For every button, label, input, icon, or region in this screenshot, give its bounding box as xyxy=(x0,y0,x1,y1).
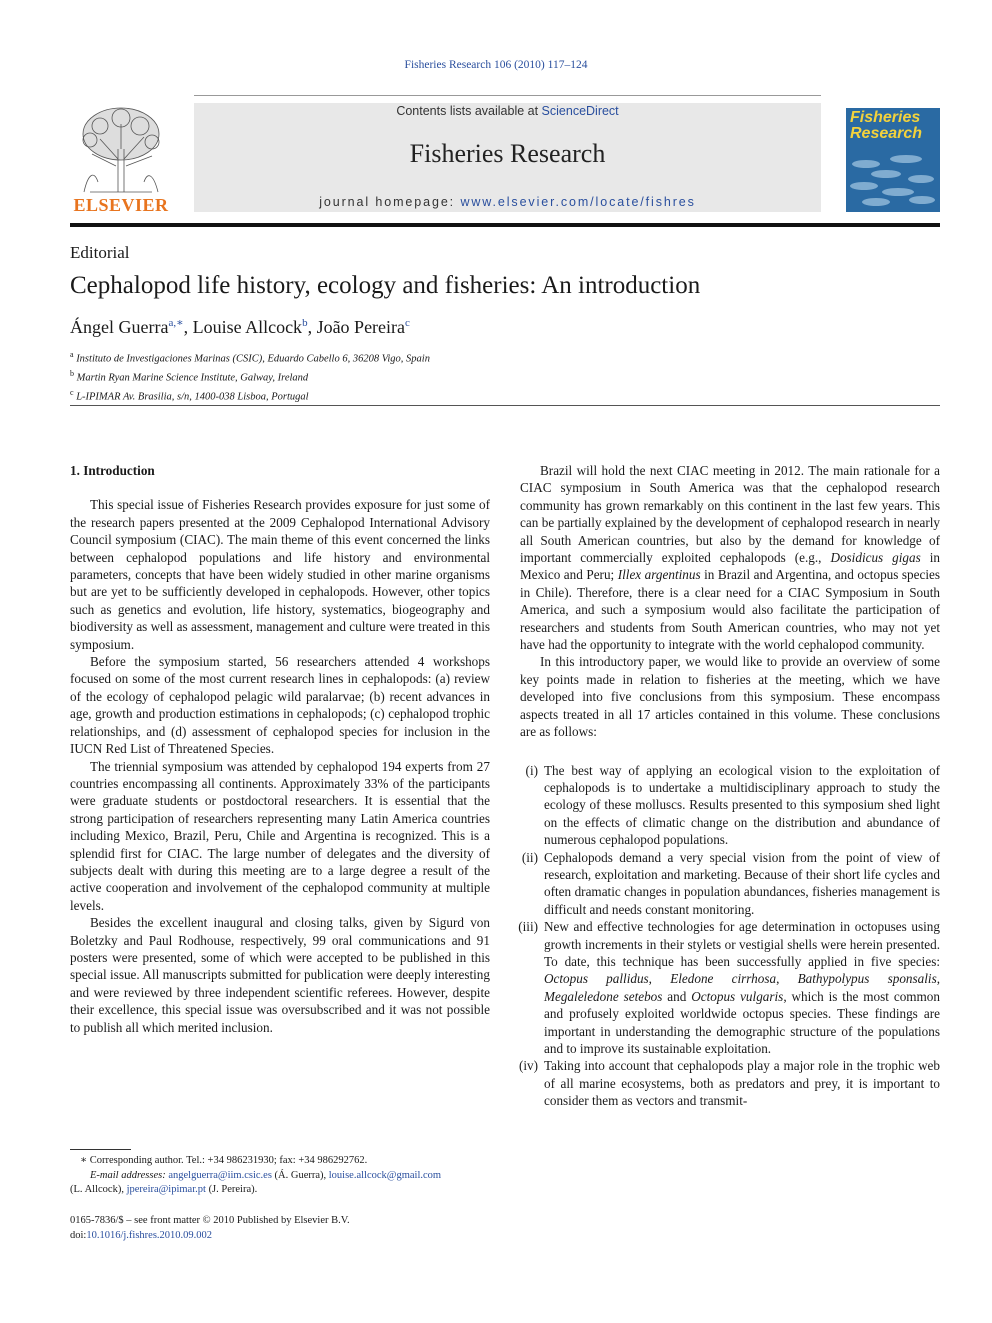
email-addresses-continued xyxy=(70,1183,490,1198)
species-name: Illex argentinus xyxy=(617,567,701,583)
author-list xyxy=(70,316,410,338)
cover-title-line1: Fisheries xyxy=(850,109,921,126)
article-type: Editorial xyxy=(70,243,130,262)
body-paragraph: Before the symposium started, 56 researchers attended 4 workshops focused on some of the most current research lines in cephalopods: (a) review of the ecology of cephalopod pelagic wild paralarvae; (b) recent advances in age, growth and production estimations in cephalopods; (c) cephalopod trophic relationships, and (d) assessment of cephalopod species for inclusion in the IUCN Red List of Threatened Species. xyxy=(70,654,490,757)
conclusion-item xyxy=(520,1057,940,1109)
article-title: Cephalopod life history, ecology and fisheries: An introduction xyxy=(70,272,701,299)
text-run: New and effective technologies for age determination in octopuses using growth increments in their stylets or vestigial shells were herein presented. To date, this technique has been successfully applied in five species: xyxy=(544,919,940,969)
corresponding-author-note: ∗ Corresponding author. Tel.: +34 986231930; fax: +34 986292762. xyxy=(80,1155,368,1166)
text-run: in Brazil and Argentina, and octopus species in Chile). Therefore, there is a clear need for a CIAC Symposium in South America, and such a symposium would also facilitate the participation of researchers and students from South American countries, who may not yet have had the opportunity to integrate with the world cephalopod community. xyxy=(520,567,940,653)
conclusion-item xyxy=(520,762,940,849)
email-label: E-mail addresses: xyxy=(90,1169,169,1181)
affiliation-item xyxy=(70,348,430,367)
body-paragraph: The triennial symposium was attended by cephalopod 194 experts from 27 countries encompassing all continents. Approximately 33% of the participants were graduate students or postdoctoral researchers. It is essential that the strong participation of researchers representing many Latin America countries including Mexico, Brazil, Peru, Chile and Argentina is recognized. This is a splendid first for CIAC. The large number of delegates and the diversity of subjects dealt with during this meeting are to a large degree a result of the active cooperation and involvement of the cephalopod community at multiple levels. xyxy=(70,758,490,913)
conclusion-text: The best way of applying an ecological vision to the exploitation of cephalopods is to undertake a multidisciplinary approach to study the ecology of these molluscs. Results presented to this symposium shed light on the effects of climatic change on the distribution and abundance of numerous cephalopod populations. xyxy=(544,762,940,848)
sciencedirect-link[interactable]: ScienceDirect xyxy=(541,104,619,118)
journal-name: Fisheries Research xyxy=(409,139,606,168)
section-heading: 1. Introduction xyxy=(70,463,155,478)
conclusions-list xyxy=(520,762,940,1110)
affiliation-marker: c xyxy=(70,388,74,397)
footnote-rule xyxy=(70,1149,131,1150)
journal-cover-thumbnail[interactable] xyxy=(846,94,940,212)
elsevier-wordmark: ELSEVIER xyxy=(73,195,169,215)
affiliation-text: Instituto de Investigaciones Marinas (CSIC), Eduardo Cabello 6, 36208 Vigo, Spain xyxy=(76,353,430,365)
conclusion-text: Taking into account that cephalopods play a major role in the trophic web of all marine ecosystems, both as predators and prey, it is important to consider them as vectors and transmit- xyxy=(544,1058,940,1109)
contents-line xyxy=(194,103,821,119)
body-paragraph: This special issue of Fisheries Research provides exposure for just some of the research papers presented at the 2009 Cephalopod International Advisory Council symposium (CIAC). The main theme of this event concerned the links between cephalopod populations and life history and environmental parameters, concepts that have been widely studied in other marine organisms but are yet to be sufficiently developed in cephalopods. However, other topics such as genetics and evolution, life history, systematics, biogeography and biodiversity as well as assessment, management and culture were treated in this symposium. xyxy=(70,497,490,652)
affiliation-marker: a xyxy=(70,350,74,359)
text-run: and xyxy=(662,988,692,1004)
doi-link[interactable]: 10.1016/j.fishres.2010.09.002 xyxy=(86,1230,213,1241)
journal-masthead xyxy=(194,103,821,212)
front-matter-divider xyxy=(70,405,940,406)
author-name[interactable]: Ángel Guerra xyxy=(70,317,169,337)
issn-line: 0165-7836/$ – see front matter © 2010 Published by Elsevier B.V. xyxy=(70,1215,350,1226)
list-number: (iii) xyxy=(518,919,538,935)
author-affiliation-marker[interactable]: a,∗ xyxy=(168,317,184,329)
species-name: Megaleledone setebos xyxy=(544,988,663,1004)
left-column xyxy=(70,462,490,1036)
email-owner: (L. Allcock), xyxy=(70,1184,127,1195)
species-name: Octopus pallidus xyxy=(544,971,649,987)
species-name: Eledone cirrhosa xyxy=(670,971,777,987)
affiliation-item xyxy=(70,386,430,405)
species-name: Octopus vulgaris xyxy=(691,988,784,1004)
contents-prefix: Contents lists available at xyxy=(396,104,542,118)
cover-title xyxy=(850,110,938,142)
author-separator: , xyxy=(307,317,317,337)
footnotes xyxy=(70,1154,490,1198)
list-number: (iv) xyxy=(518,1058,538,1074)
header-divider xyxy=(70,223,940,227)
author-name[interactable]: João Pereira xyxy=(316,317,406,337)
author-separator: , xyxy=(183,317,193,337)
author-affiliation-marker[interactable]: b xyxy=(302,317,308,329)
journal-homepage xyxy=(194,195,821,209)
text-run: , xyxy=(648,971,671,987)
email-link[interactable]: louise.allcock@gmail.com xyxy=(328,1169,442,1181)
page-footer xyxy=(70,1213,490,1243)
body-paragraph: Besides the excellent inaugural and closing talks, given by Sigurd von Boletzky and Paul Rodhouse, respectively, 99 oral communications and 91 posters were presented, some of which were accepted to be published in this special issue. All manuscripts submitted for publication were deeply interesting and were reviewed by three independent scientific referees. However, despite their excellence, this special issue was oversubscribed and it was not possible to publish all which merited inclusion. xyxy=(70,915,490,1035)
list-number: (i) xyxy=(525,762,538,778)
species-name: Bathypolypus sponsalis xyxy=(797,971,937,987)
email-link[interactable]: jpereira@ipimar.pt xyxy=(126,1184,206,1195)
affiliation-text: Martin Ryan Marine Science Institute, Galway, Ireland xyxy=(76,372,309,384)
affiliations xyxy=(70,348,430,405)
affiliation-text: L-IPIMAR Av. Brasilia, s/n, 1400-038 Lisboa, Portugal xyxy=(76,391,309,403)
body-paragraph: In this introductory paper, we would like to provide an overview of some key points made in relation to fisheries at the meeting, which we have developed into five conclusions from this symposium. These encompass aspects treated in all 17 articles contained in this volume. These conclusions are as follows: xyxy=(520,654,940,740)
text-run: in Mexico and Peru; xyxy=(520,550,941,583)
header-top-rule xyxy=(194,95,821,96)
author-affiliation-marker[interactable]: c xyxy=(405,317,410,329)
cover-title-line2: Research xyxy=(850,125,923,142)
conclusion-text: Cephalopods demand a very special vision from the point of view of research, exploitation and marketing. Because of their short life cycles and often dramatic changes in population abundances, fisheries management is difficult and needs constant monitoring. xyxy=(544,849,940,917)
doi-label: doi: xyxy=(70,1230,87,1241)
conclusion-item xyxy=(520,849,940,919)
conclusion-item xyxy=(520,918,940,1057)
journal-reference[interactable]: Fisheries Research 106 (2010) 117–124 xyxy=(404,59,588,71)
right-column xyxy=(520,462,940,1110)
species-name: Dosidicus gigas xyxy=(830,550,921,566)
email-owner: (J. Pereira). xyxy=(205,1184,258,1195)
list-number: (ii) xyxy=(521,849,538,865)
text-run: Brazil will hold the next CIAC meeting in 2012. The main rationale for a CIAC symposium in South America was that the cephalopod research community has grown remarkably on this continent in the last few years. This can be partially explained by the development of cephalopod research in nearly all South American countries, but also by the demand for knowledge of important commercially exploited cephalopods (e.g., xyxy=(520,463,940,566)
homepage-prefix: journal homepage: xyxy=(319,195,461,209)
text-run: , xyxy=(776,971,798,987)
affiliation-marker: b xyxy=(70,369,74,378)
text-run: , which is the most common and profusely exploited worldwide octopus species. These findings are important in understanding the demographic structure of the populations and to improve its sustainable exploitation. xyxy=(544,988,940,1056)
doi-line xyxy=(70,1228,490,1243)
body-paragraph xyxy=(520,462,940,653)
affiliation-item xyxy=(70,367,430,386)
email-owner: (Á. Guerra), xyxy=(271,1169,329,1181)
author-name[interactable]: Louise Allcock xyxy=(192,317,303,337)
homepage-link[interactable]: www.elsevier.com/locate/fishres xyxy=(460,195,696,209)
email-link[interactable]: angelguerra@iim.csic.es xyxy=(168,1169,272,1181)
text-run: , xyxy=(936,971,940,987)
email-addresses xyxy=(70,1169,490,1184)
